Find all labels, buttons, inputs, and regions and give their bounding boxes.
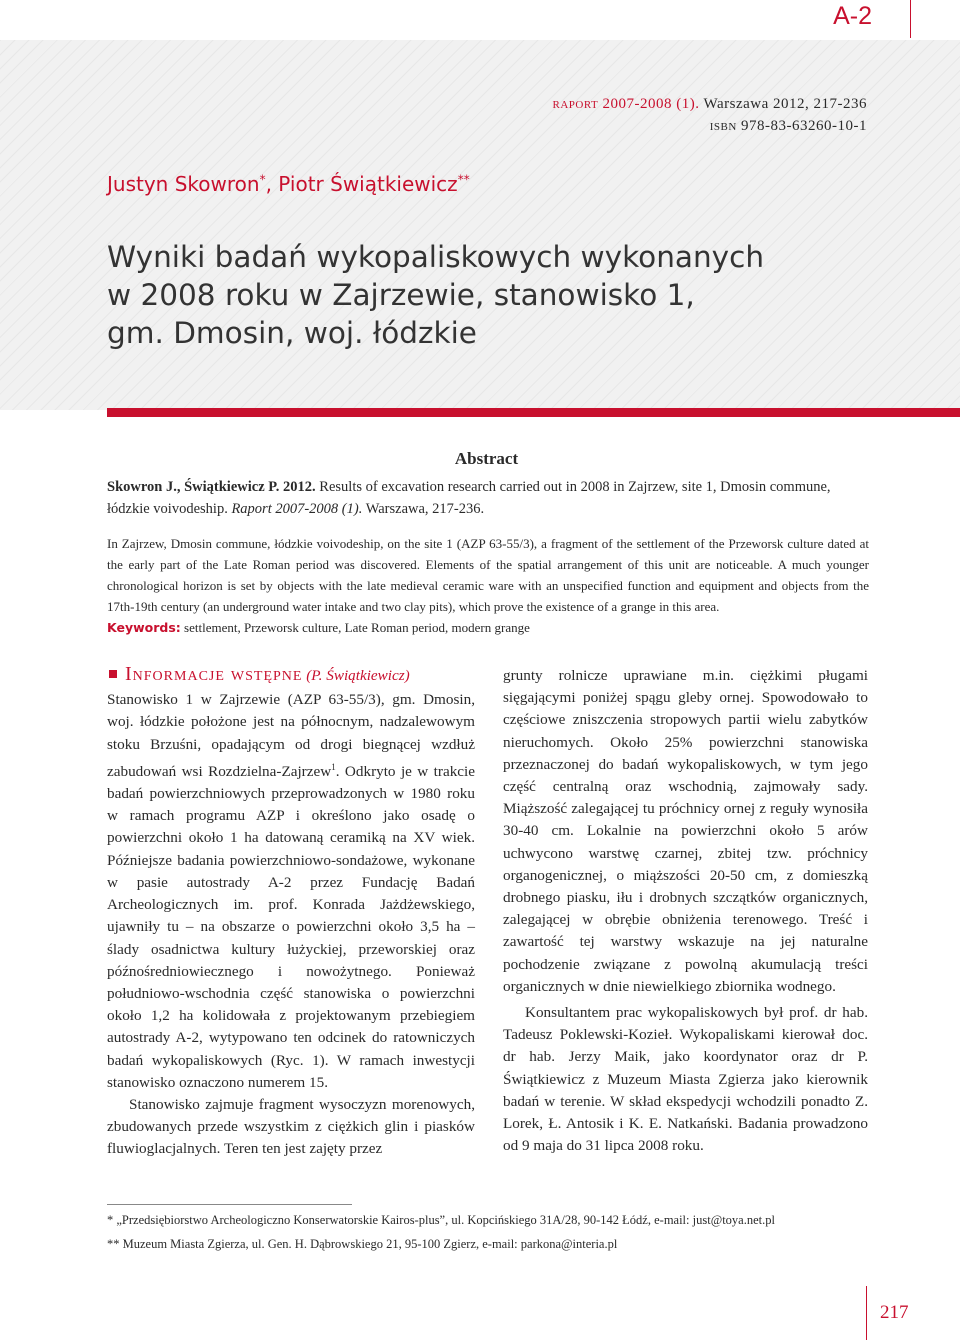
footnote-2: ** Muzeum Miasta Zgierza, ul. Gen. H. Dąbrowskiego 21, 95-100 Zgierz, e-mail: parkona@interia.pl: [107, 1237, 618, 1251]
footnote-ref: 1: [331, 761, 336, 772]
paragraph: Stanowisko zajmuje fragment wysoczyzn morenowych, zbudowanych przede wszystkim z ciężkich glin i piasków fluwioglacjalnych. Teren ten jest zajęty przez: [107, 1095, 475, 1158]
title-line-2: w 2008 roku w Zajrzewie, stanowisko 1,: [107, 278, 695, 312]
header-rule: [107, 408, 960, 417]
abstract-body: In Zajrzew, Dmosin commune, łódzkie voivodeship, on the site 1 (AZP 63-55/3), a fragment of the settlement of the Przeworsk culture dated at the early part of the Late Roman period was discovered. Elements of the spatial arrangement of this unit are noticeable. A much younger chronological horizon is set by objects with the late medieval ceramic ware with an unspecified function and equipment and objects from the 17th-19th century (an underground water intake and two clay pits), which prove the existence of a grange in this area.: [107, 536, 869, 614]
author-separator: ,: [265, 172, 279, 196]
section-bullet-icon: [109, 670, 117, 678]
author-1: Justyn Skowron: [107, 172, 260, 196]
abstract-heading: Abstract: [454, 449, 519, 468]
article-title: [107, 238, 827, 352]
page-number-divider: [866, 1286, 867, 1340]
section-heading: [109, 663, 477, 687]
author-2-mark: **: [457, 172, 470, 187]
right-column: [503, 665, 868, 1157]
paragraph: [107, 689, 475, 1094]
paragraph-text: . Odkryto je w trakcie badań powierzchniowych przeprowadzonych w 1980 roku w ramach programu AZP i określono jako osadę o powierzchni około 1 ha datowaną ceramiką na XV wiek. Późniejsze badania powierzchniowo-sondażowe, wykonane w pasie autostrady A-2 przez Fundację Badań Archeologicznych im. prof. Konrada Jażdżewskiego, ujawniły tu – na obszarze o powierzchni około 3,5 ha – ślady osadnictwa kultury łużyckiej, przeworskiej oraz późnośredniowiecznego i nowożytnego. Ponieważ południowo-wschodnia część stanowiska o powierzchni około 1,2 ha kolidowała z projektowanym przebiegiem autostrady A-2, wytypowano ten odcinek do ratowniczych badań wykopaliskowych (Ryc. 1). W ramach inwestycji stanowisko oznaczono numerem 15.: [107, 762, 475, 1091]
paragraph: Konsultantem prac wykopaliskowych był prof. dr hab. Tadeusz Poklewski-Kozieł. Wykopaliskami kierował doc. dr hab. Jerzy Maik, jako koordynator oraz dr P. Świątkiewicz z Muzeum Miasta Zgierza jako kierownik badań w terenie. W skład ekspedycji wchodzili ponadto Z. Lorek, Ł. Antosik i K. E. Natkański. Badania prowadzono od 9 maja do 31 lipca 2008 roku.: [503, 1004, 868, 1155]
series-name: raport 2007-2008 (1).: [552, 96, 700, 112]
citation-pages: Warszawa, 217-236.: [362, 501, 485, 517]
abstract-citation: [107, 476, 867, 520]
footnote-1: * „Przedsiębiorstwo Archeologiczno Konserwatorskie Kairos-plus”, ul. Kopcińskiego 31A/28, 90-142 Łódź, e-mail: just@toya.net.pl: [107, 1213, 775, 1227]
author-1-mark: *: [259, 172, 266, 187]
series-place-year: Warszawa 2012, 217-236: [699, 96, 867, 112]
citation-journal: Raport 2007-2008 (1).: [231, 501, 363, 517]
page-number: 217: [880, 1302, 909, 1323]
paragraph: grunty rolnicze uprawiane m.in. ciężkimi pługami sięgającymi poniżej spągu gleby ornej. Spowodowało to częściowe zniszczenia stropowych partii wielu zabytków nieruchomych. Około 25% powierzchni stanowiska przeznaczonej do badań wykopaliskowych, w tym jego część centralną oraz wschodnią, zajmowały sady. Miąższość zalegającej tu próchnicy ornej z reguły wynosiła 30-40 cm. Lokalnie na powierzchni około 5 arów uchwycono warstwę czarnej, zbitej tzw. próchnicy organogenicznej, o miąższości 20-50 cm, z domieszką drobnego piasku, iłu i drobnych szczątków organicznych, zalegającej w obrębie obniżenia terenowego. Treść i zawartość tej warstwy wskazuje na jej naturalne pochodzenie związane z powolną akumulacją treści organicznych w dnie niewielkiego zbiornika wodnego.: [503, 667, 868, 995]
authors: [107, 172, 470, 196]
footnote-rule: [107, 1204, 352, 1205]
keywords: [107, 617, 869, 638]
title-line-1: Wyniki badań wykopaliskowych wykonanych: [107, 240, 765, 274]
left-column: [107, 663, 475, 1161]
paragraph-text: Stanowisko 1 w Zajrzewie (AZP 63-55/3), gm. Dmosin, woj. łódzkie położone jest na północnym, nadzalewowym stoku Brzuśni, opadającym od drogi biegnącej wzdłuż zabudowań wsi Rozdzielna-Zajrzew: [107, 691, 475, 780]
section-title: Informacje wstępne: [125, 663, 303, 685]
title-line-3: gm. Dmosin, woj. łódzkie: [107, 316, 477, 350]
citation-title: Results of excavation research carried out in 2008 in Zajrzew, site 1, Dmosin commune, łódzkie voivodeship.: [107, 479, 831, 517]
section-tag: A-2: [833, 2, 872, 30]
citation-authors: Skowron J., Świątkiewicz P. 2012.: [107, 479, 316, 495]
tag-divider: [910, 0, 911, 38]
keywords-list: settlement, Przeworsk culture, Late Roman period, modern grange: [180, 620, 530, 635]
isbn: isbn 978-83-63260-10-1: [709, 118, 867, 134]
series-line-1: [553, 93, 867, 115]
author-2: Piotr Świątkiewicz: [278, 172, 458, 196]
keywords-label: Keywords:: [107, 620, 181, 635]
series-info: [553, 93, 867, 137]
section-author: (P. Świątkiewicz): [302, 667, 410, 684]
